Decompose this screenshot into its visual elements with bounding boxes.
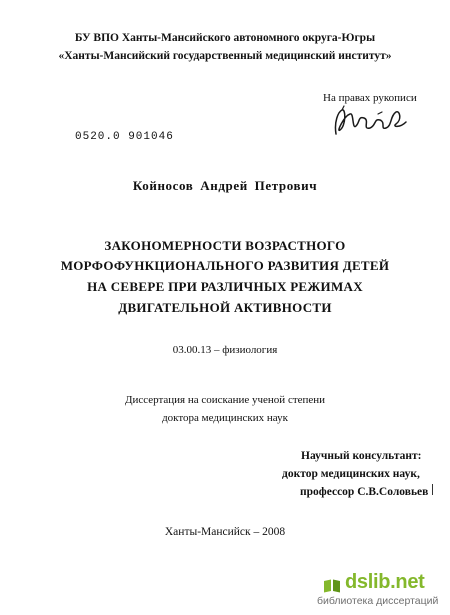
- institution-line-2: «Ханты-Мансийский государственный медицинский институт»: [58, 50, 392, 62]
- handwritten-signature: [330, 104, 408, 140]
- manuscript-rights-note: На правах рукописи: [323, 92, 417, 104]
- advisor-name: профессор С.В.Соловьев: [300, 486, 429, 498]
- registration-number: 0520.0 901046: [75, 131, 174, 143]
- advisor-degree: доктор медицинских наук,: [282, 468, 420, 480]
- title-line-4: ДВИГАТЕЛЬНОЙ АКТИВНОСТИ: [118, 300, 332, 315]
- institution-line-1: БУ ВПО Ханты-Мансийского автономного округа-Югры: [74, 32, 376, 44]
- advisor-label: Научный консультант:: [301, 450, 422, 462]
- author-name: Койносов Андрей Петрович: [132, 178, 318, 193]
- book-icon: [323, 578, 341, 593]
- dissertation-line-1: Диссертация на соискание ученой степени: [124, 394, 326, 406]
- title-line-3: НА СЕВЕРЕ ПРИ РАЗЛИЧНЫХ РЕЖИМАХ: [87, 279, 363, 294]
- margin-mark: [432, 484, 433, 495]
- title-line-1: ЗАКОНОМЕРНОСТИ ВОЗРАСТНОГО: [104, 238, 346, 253]
- watermark-site[interactable]: dslib.net: [345, 571, 425, 593]
- place-and-year: Ханты-Мансийск – 2008: [164, 526, 286, 538]
- title-line-2: МОРФОФУНКЦИОНАЛЬНОГО РАЗВИТИЯ ДЕТЕЙ: [60, 258, 390, 273]
- dissertation-line-2: доктора медицинских наук: [162, 412, 288, 424]
- watermark-tagline: библиотека диссертаций: [317, 595, 439, 607]
- specialty-code: 03.00.13 – физиология: [172, 344, 278, 356]
